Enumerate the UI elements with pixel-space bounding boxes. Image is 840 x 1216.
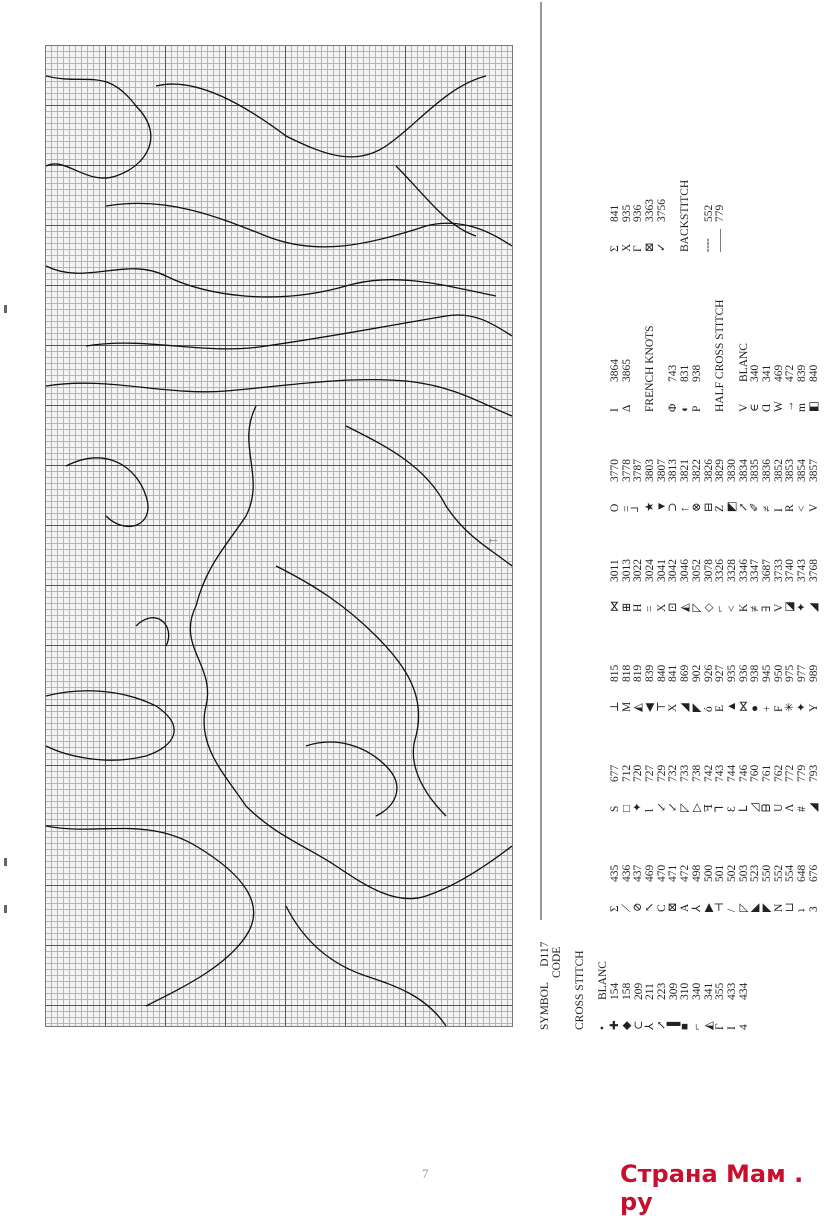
dmc-code: 472 <box>679 864 692 882</box>
stitch-symbol: ∃ <box>760 605 773 612</box>
key-column-1 <box>540 942 750 1030</box>
dmc-code: 938 <box>690 364 703 382</box>
chart-center-arrow-icon: ← <box>486 532 500 547</box>
stitch-symbol: ↗ <box>655 1020 668 1030</box>
dmc-code: 840 <box>807 364 820 382</box>
stitch-symbol: ◢ <box>679 703 692 712</box>
dmc-code: 3854 <box>796 459 808 482</box>
stitch-symbol: ◣ <box>749 903 762 912</box>
stitch-symbol: ◇ <box>702 603 715 612</box>
dmc-code: 554 <box>784 864 797 882</box>
key-row <box>809 865 821 912</box>
stitch-symbol: ⊗ <box>690 502 703 512</box>
key-column-3 <box>610 765 820 812</box>
half-cross-stitch-list <box>739 300 821 412</box>
dmc-code: 223 <box>655 982 668 1000</box>
dmc-code: 503 <box>737 864 750 882</box>
dmc-code: 3834 <box>737 459 750 482</box>
dmc-code: 469 <box>772 364 785 382</box>
key-row <box>750 300 762 412</box>
stitch-symbol: ↙ <box>667 802 680 812</box>
dmc-code: 3829 <box>714 459 727 482</box>
dmc-code: 355 <box>714 982 727 1000</box>
dmc-code: 793 <box>807 764 820 782</box>
stitch-symbol: ⊘ <box>632 902 645 912</box>
dmc-code: 729 <box>655 764 668 782</box>
dmc-code: 550 <box>760 864 773 882</box>
stitch-symbol: ◧ <box>807 401 820 412</box>
dmc-code: 762 <box>772 764 785 782</box>
stitch-symbol: ◩ <box>725 501 738 512</box>
symbol-header: SYMBOL <box>539 982 551 1030</box>
dmc-code: 3778 <box>620 459 633 482</box>
key-row <box>774 300 786 412</box>
dmc-code: 3046 <box>679 559 692 582</box>
stitch-symbol: ◢ <box>807 803 820 812</box>
key-row <box>739 300 751 412</box>
dmc-code: 779 <box>796 764 808 782</box>
stitch-symbol: K <box>737 603 750 612</box>
dmc-code: 154 <box>609 982 622 1000</box>
stitch-symbol: ⅄ <box>644 1022 657 1030</box>
key-row <box>715 180 727 252</box>
d117-header: D117 <box>539 941 551 967</box>
stitch-symbol: Λ <box>784 803 797 812</box>
dmc-code: 977 <box>796 664 808 682</box>
dmc-code: 472 <box>784 364 797 382</box>
dmc-code: 727 <box>644 764 657 782</box>
stitch-symbol: ▐ <box>667 1021 680 1030</box>
dmc-code: 341 <box>702 982 715 1000</box>
key-row <box>692 300 704 412</box>
dmc-code: 3853 <box>784 459 797 482</box>
stitch-symbol: ᗷ <box>760 803 773 812</box>
stitch-symbol: P <box>690 405 703 412</box>
dmc-code: 523 <box>749 864 762 882</box>
dmc-code: 840 <box>655 664 668 682</box>
backstitch-line-icon: ╌╌ <box>702 238 715 252</box>
stitch-symbol: Δ <box>620 404 633 412</box>
stitch-symbol: ▼ <box>655 500 668 512</box>
dmc-code: 3822 <box>690 459 703 482</box>
stitch-symbol: W <box>772 401 785 412</box>
stitch-symbol: ◤ <box>690 703 703 712</box>
key-row <box>809 665 821 712</box>
dmc-code: 3787 <box>632 459 645 482</box>
stitch-symbol: ✓ <box>655 242 668 252</box>
dmc-code: 3347 <box>749 559 762 582</box>
stitch-symbol: ◢ <box>807 603 820 612</box>
dmc-code: 3011 <box>609 559 621 582</box>
stitch-symbol: ▲ <box>725 700 738 712</box>
stitch-symbol: ✦ <box>632 802 645 812</box>
page-number: 7 <box>422 1166 429 1181</box>
dmc-code: 936 <box>737 664 750 682</box>
stitch-symbol: 3 <box>807 906 820 912</box>
page-edge-mark <box>4 305 7 313</box>
dmc-code: 501 <box>714 864 727 882</box>
dmc-code: 839 <box>796 364 808 382</box>
dmc-code: 3865 <box>620 359 633 382</box>
stitch-symbol: R <box>784 504 797 512</box>
stitch-key-table <box>539 130 820 1030</box>
stitch-symbol: X <box>667 703 680 712</box>
dmc-code: 989 <box>807 664 820 682</box>
key-row <box>739 942 751 1030</box>
dmc-code: 676 <box>807 864 820 882</box>
stitch-symbol: = <box>644 605 657 612</box>
stitch-symbol: V <box>737 403 750 412</box>
stitch-symbol: = <box>620 505 633 512</box>
dmc-code: 470 <box>655 864 668 882</box>
dmc-code: 3756 <box>655 199 668 222</box>
dmc-code: 435 <box>609 864 621 882</box>
stitch-symbol: X <box>655 603 668 612</box>
stitch-symbol: ⊤ <box>655 701 668 712</box>
dmc-code: 936 <box>632 204 645 222</box>
dmc-code: 3836 <box>760 459 773 482</box>
dmc-code: 340 <box>690 982 703 1000</box>
stitch-symbol: ≠ <box>760 505 773 512</box>
stitch-symbol: ▷ <box>690 803 703 812</box>
key-row <box>657 180 669 252</box>
dmc-code: 839 <box>644 664 657 682</box>
dmc-code: 950 <box>772 664 785 682</box>
stitch-symbol: ■ <box>679 1023 692 1030</box>
dmc-code: 3830 <box>725 459 738 482</box>
half-cross-stitch-header: HALF CROSS STITCH <box>714 299 727 412</box>
stitch-symbol: ✦ <box>796 702 808 712</box>
stitch-symbol: F <box>772 705 785 712</box>
stitch-symbol: ⊞ <box>620 602 633 612</box>
dmc-code: 3041 <box>655 559 668 582</box>
stitch-symbol: ▶ <box>702 903 715 912</box>
dmc-code: 938 <box>749 664 762 682</box>
stitch-symbol: V <box>807 503 820 512</box>
key-row <box>680 300 692 412</box>
stitch-symbol: ꟻ <box>702 804 715 812</box>
dmc-code: 927 <box>714 664 727 682</box>
stitch-symbol: ⅂ <box>714 805 727 812</box>
stitch-symbol: ⊠ <box>644 242 657 252</box>
stitch-symbol: ◭ <box>702 1021 715 1030</box>
dmc-code: 3743 <box>796 559 808 582</box>
stitch-symbol: ◀ <box>644 703 657 712</box>
dmc-code: 3768 <box>807 559 820 582</box>
dmc-code: 3022 <box>632 559 645 582</box>
stitch-symbol: I <box>609 408 621 412</box>
dmc-code: 744 <box>725 764 738 782</box>
stitch-symbol: ✦ <box>796 602 808 612</box>
key-column-6 <box>610 459 820 512</box>
dmc-code: 779 <box>714 204 727 222</box>
dmc-code: BLANC <box>737 343 750 382</box>
dmc-code: 310 <box>679 982 692 1000</box>
dmc-code: 975 <box>784 664 797 682</box>
dmc-code: 760 <box>749 764 762 782</box>
stitch-symbol: ⊣ <box>714 902 727 912</box>
dmc-code: 761 <box>760 764 773 782</box>
site-watermark: Страна Мам . ру <box>620 1160 804 1216</box>
page-edge-mark <box>4 858 7 866</box>
stitch-symbol: ┘ <box>632 503 645 512</box>
dmc-code: 815 <box>609 664 621 682</box>
key-row <box>762 300 774 412</box>
dmc-code: 3807 <box>655 459 668 482</box>
dmc-code: 746 <box>737 764 750 782</box>
stitch-symbol: ◪ <box>784 601 797 612</box>
key-column-4 <box>610 665 820 712</box>
dmc-code: 498 <box>690 864 703 882</box>
stitch-symbol: Ɑ <box>760 403 773 412</box>
stitch-symbol: ↑ <box>679 506 692 512</box>
dmc-code: 738 <box>690 764 703 782</box>
stitch-symbol: ⅄ <box>690 904 703 912</box>
stitch-symbol: ⋈ <box>609 600 621 612</box>
stitch-symbol: m <box>796 403 808 412</box>
stitch-symbol: ✳ <box>784 702 797 712</box>
dmc-code: 902 <box>690 664 703 682</box>
dmc-code: 3733 <box>772 559 785 582</box>
stitch-symbol: → <box>784 400 797 412</box>
dmc-code: 677 <box>609 764 621 782</box>
stitch-symbol: ✚ <box>609 1020 622 1030</box>
dmc-code: 500 <box>702 864 715 882</box>
stitch-symbol: ≢ <box>749 600 762 612</box>
code-header: CODE <box>550 946 563 978</box>
stitch-symbol: Φ <box>667 403 680 412</box>
stitch-symbol: ⊥ <box>609 701 621 712</box>
key-column-5 <box>610 559 820 612</box>
dmc-code: 720 <box>632 764 645 782</box>
stitch-symbol: ᒪ <box>737 805 750 812</box>
stitch-symbol: ⊃ <box>667 502 680 512</box>
stitch-symbol: ★ <box>644 501 657 512</box>
dmc-code: 819 <box>632 664 645 682</box>
dmc-code: 502 <box>725 864 738 882</box>
dmc-code: 437 <box>632 864 645 882</box>
backstitch-line-icon: —— <box>714 229 727 252</box>
dmc-code: 552 <box>772 864 785 882</box>
french-knots-header: FRENCH KNOTS <box>644 325 657 412</box>
stitch-symbol: ⊟ <box>702 502 715 512</box>
dmc-code: 831 <box>679 364 692 382</box>
dmc-code: 3326 <box>714 559 727 582</box>
key-row <box>622 300 634 412</box>
stitch-symbol: ◸ <box>690 603 703 612</box>
stitch-symbol: ⊡ <box>667 602 680 612</box>
stitch-symbol: S <box>609 805 621 812</box>
key-row <box>610 300 622 412</box>
key-column-8 <box>610 180 727 252</box>
dmc-code: 433 <box>726 982 738 1000</box>
key-row <box>809 559 821 612</box>
dmc-code: 3826 <box>702 459 715 482</box>
stitch-symbol: H <box>632 603 645 612</box>
stitch-symbol: Σ <box>609 905 621 912</box>
key-column-7 <box>610 300 820 412</box>
stitch-symbol: ◐ <box>679 405 692 412</box>
dmc-code: 471 <box>667 864 680 882</box>
stitch-symbol: ↗ <box>737 502 750 512</box>
page-edge-mark <box>4 905 7 913</box>
dmc-code: 3740 <box>784 559 797 582</box>
stitch-symbol: ∈ <box>749 403 762 412</box>
dmc-code: 3813 <box>667 459 680 482</box>
stitch-symbol: N <box>772 903 785 912</box>
stitch-symbol: ● <box>749 705 762 712</box>
dmc-code: 469 <box>644 864 657 882</box>
stitch-symbol: Ɩ <box>644 809 657 812</box>
dmc-code: 841 <box>609 204 621 222</box>
stitch-symbol: ⊔ <box>784 902 797 912</box>
dmc-code: 3835 <box>749 459 762 482</box>
cross-stitch-chart-grid <box>45 45 513 1027</box>
dmc-code: 3346 <box>737 559 750 582</box>
dmc-code: 926 <box>702 664 715 682</box>
dmc-code: 3803 <box>644 459 657 482</box>
dmc-code: 552 <box>702 204 715 222</box>
dmc-code: 772 <box>784 764 797 782</box>
stitch-symbol: Γ <box>632 245 645 252</box>
stitch-symbol: # <box>796 806 808 812</box>
cross-stitch-header: CROSS STITCH <box>574 950 587 1030</box>
stitch-symbol: ◸ <box>679 803 692 812</box>
stitch-symbol: C <box>655 904 668 912</box>
dmc-code: 733 <box>679 764 692 782</box>
stitch-symbol: ⌐ <box>690 1023 703 1030</box>
dmc-code: 818 <box>620 664 633 682</box>
dmc-code: 436 <box>620 864 633 882</box>
stitch-symbol: ◆ <box>620 1021 633 1030</box>
dmc-code: 648 <box>796 864 808 882</box>
stitch-symbol: □ <box>620 805 633 812</box>
stitch-symbol: ◭ <box>632 703 645 712</box>
dmc-code: 743 <box>667 364 680 382</box>
dmc-code: 869 <box>679 664 692 682</box>
key-column-2 <box>610 865 820 912</box>
stitch-symbol: Z <box>714 504 727 512</box>
dmc-code: 3857 <box>807 459 820 482</box>
stitch-symbol: ◭ <box>679 603 692 612</box>
stitch-symbol: ⊠ <box>667 902 680 912</box>
dmc-code: 3328 <box>725 559 738 582</box>
stitch-symbol: A <box>679 903 692 912</box>
cross-stitch-list <box>598 942 750 1030</box>
key-header-row <box>540 942 552 1030</box>
dmc-code: 841 <box>667 664 680 682</box>
dmc-code: 3052 <box>690 559 703 582</box>
backstitch-header: BACKSTITCH <box>679 179 692 252</box>
backstitch-list <box>704 180 727 252</box>
dmc-code: 712 <box>620 764 633 782</box>
dmc-code: 209 <box>632 982 645 1000</box>
dmc-code: 945 <box>760 664 773 682</box>
stitch-symbol: U <box>772 803 785 812</box>
key-divider <box>540 2 542 260</box>
stitch-symbol: ⋈ <box>737 700 750 712</box>
stitch-symbol: ʇ <box>796 908 808 912</box>
stitch-symbol: / <box>725 908 738 912</box>
stitch-symbol: ◸ <box>737 903 750 912</box>
stitch-symbol: ◤ <box>760 903 773 912</box>
stitch-symbol: 4 <box>737 1024 750 1030</box>
dmc-code: 3013 <box>620 559 633 582</box>
dmc-code: 742 <box>702 764 715 782</box>
key-row <box>809 300 821 412</box>
dmc-code: 341 <box>760 364 773 382</box>
stitch-symbol: • <box>597 1025 610 1030</box>
key-row <box>668 300 680 412</box>
dmc-code: 3687 <box>760 559 773 582</box>
stitch-symbol: X <box>620 243 633 252</box>
dmc-code: 3363 <box>644 199 657 222</box>
dmc-code: BLANC <box>597 961 610 1000</box>
stitch-symbol: ó <box>702 706 715 712</box>
stitch-symbol: O <box>609 503 621 512</box>
stitch-symbol: ↖ <box>644 902 657 912</box>
stitch-symbol: Γ <box>714 1023 727 1030</box>
dmc-code: 211 <box>644 983 657 1000</box>
stitch-symbol: I <box>726 1026 738 1030</box>
key-row <box>797 300 809 412</box>
dmc-code: 3078 <box>702 559 715 582</box>
stitch-symbol: ↙ <box>655 802 668 812</box>
chart-backstitch-outlines <box>46 46 512 1026</box>
dmc-code: 3852 <box>772 459 785 482</box>
stitch-symbol: ⊂ <box>632 1020 645 1030</box>
stitch-symbol: M <box>620 701 633 712</box>
dmc-code: 3770 <box>609 459 621 482</box>
stitch-symbol: E <box>714 704 727 712</box>
key-row <box>809 765 821 812</box>
dmc-code: 309 <box>667 982 680 1000</box>
stitch-symbol: ✐ <box>749 502 762 512</box>
dmc-code: 434 <box>737 982 750 1000</box>
dmc-code: 3821 <box>679 459 692 482</box>
key-row <box>809 459 821 512</box>
dmc-code: 3864 <box>609 359 621 382</box>
stitch-symbol: ⟋ <box>620 903 633 912</box>
french-knots-list <box>668 300 703 412</box>
dmc-code: 3024 <box>644 559 657 582</box>
dmc-code: 743 <box>714 764 727 782</box>
stitch-symbol: Σ <box>609 245 621 252</box>
dmc-code: 935 <box>620 204 633 222</box>
dmc-code: 158 <box>620 982 633 1000</box>
stitch-symbol: Ɛ <box>725 806 738 812</box>
dmc-code: 340 <box>749 364 762 382</box>
stitch-symbol: Y <box>807 703 820 712</box>
key-row <box>785 300 797 412</box>
stitch-symbol: + <box>760 705 773 712</box>
dmc-code: 935 <box>725 664 738 682</box>
dmc-code: 3042 <box>667 559 680 582</box>
stitch-symbol: I <box>772 508 785 512</box>
stitch-symbol: ⌐ <box>714 605 727 612</box>
dmc-code: 732 <box>667 764 680 782</box>
stitch-symbol: V <box>772 603 785 612</box>
stitch-symbol: < <box>796 505 808 512</box>
stitch-symbol: < <box>725 605 738 612</box>
stitch-symbol: ◿ <box>749 803 762 812</box>
